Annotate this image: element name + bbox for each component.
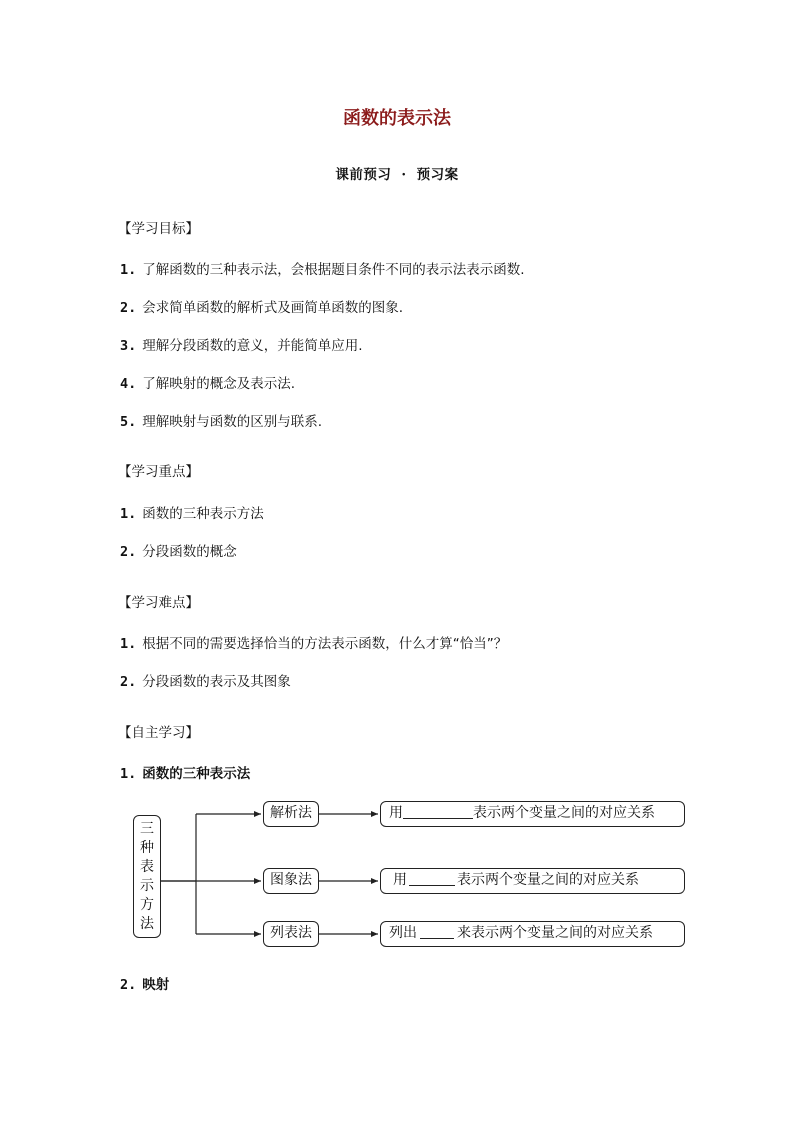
root-box	[133, 815, 161, 938]
root-char: 种	[140, 839, 154, 856]
goal-item-number: 2.	[120, 300, 137, 316]
goal-item-number: 1.	[120, 262, 137, 278]
self-study-heading: 【自主学习】	[118, 725, 199, 741]
difficulty-text: 分段函数的表示及其图象	[142, 674, 291, 690]
method-box-table: 列表法	[263, 921, 319, 947]
goal-item-number: 5.	[120, 414, 137, 430]
desc-suffix: 表示两个变量之间的对应关系	[473, 805, 655, 821]
desc-box-graph	[380, 868, 685, 894]
subtitle-right: 预习案	[416, 167, 459, 183]
self-study-text: 函数的三种表示法	[142, 766, 251, 782]
difficulty-item-1	[120, 632, 507, 652]
goal-item-text: 理解映射与函数的区别与联系.	[142, 414, 323, 430]
root-char: 法	[140, 915, 154, 932]
desc-prefix: 用	[389, 805, 403, 821]
goal-item-number: 3.	[120, 338, 137, 354]
key-point-text: 分段函数的概念	[142, 544, 237, 560]
goal-item-text: 了解映射的概念及表示法.	[142, 376, 296, 392]
representation-methods-diagram	[130, 795, 690, 950]
desc-prefix: 列出	[389, 925, 417, 941]
self-study-number: 2.	[120, 977, 137, 993]
desc-box-table	[380, 921, 685, 947]
difficulty-number: 1.	[120, 636, 137, 652]
key-point-text: 函数的三种表示方法	[142, 506, 264, 522]
goal-item-text: 理解分段函数的意义，并能简单应用.	[142, 338, 363, 354]
method-box-analytic: 解析法	[263, 801, 319, 827]
root-char: 表	[140, 858, 154, 875]
method-box-graph: 图象法	[263, 868, 319, 894]
document-subtitle	[0, 163, 794, 183]
goal-item-text: 了解函数的三种表示法，会根据题目条件不同的表示法表示函数.	[142, 262, 525, 278]
key-point-number: 2.	[120, 544, 137, 560]
key-point-number: 1.	[120, 506, 137, 522]
fill-in-blank	[420, 924, 454, 939]
root-char: 方	[140, 896, 154, 913]
goals-heading: 【学习目标】	[118, 221, 199, 237]
goal-item-text: 会求简单函数的解析式及画简单函数的图象.	[142, 300, 404, 316]
root-char: 三	[140, 820, 154, 837]
desc-suffix: 来表示两个变量之间的对应关系	[457, 925, 653, 941]
fill-in-blank	[403, 804, 473, 819]
fill-in-blank	[409, 871, 455, 886]
goal-item-number: 4.	[120, 376, 137, 392]
key-point-item-2	[120, 540, 237, 560]
desc-prefix: 用	[393, 872, 407, 888]
self-study-item-2	[120, 973, 169, 993]
root-char: 示	[140, 877, 154, 894]
key-points-heading: 【学习重点】	[118, 464, 199, 480]
desc-box-analytic	[380, 801, 685, 827]
self-study-text: 映射	[142, 977, 170, 993]
goal-item-5	[120, 410, 322, 430]
document-title: 函数的表示法	[343, 108, 451, 129]
difficulties-heading: 【学习难点】	[118, 595, 199, 611]
difficulty-item-2	[120, 670, 291, 690]
goal-item-4	[120, 372, 295, 392]
key-point-item-1	[120, 502, 264, 522]
subtitle-dot: ·	[401, 167, 407, 183]
goal-item-2	[120, 296, 403, 316]
goal-item-1	[120, 258, 525, 278]
self-study-item-1	[120, 762, 250, 782]
goal-item-3	[120, 334, 363, 354]
difficulty-text: 根据不同的需要选择恰当的方法表示函数，什么才算“恰当”？	[142, 636, 508, 652]
self-study-number: 1.	[120, 766, 137, 782]
difficulty-number: 2.	[120, 674, 137, 690]
subtitle-left: 课前预习	[335, 167, 392, 183]
desc-suffix: 表示两个变量之间的对应关系	[457, 872, 639, 888]
